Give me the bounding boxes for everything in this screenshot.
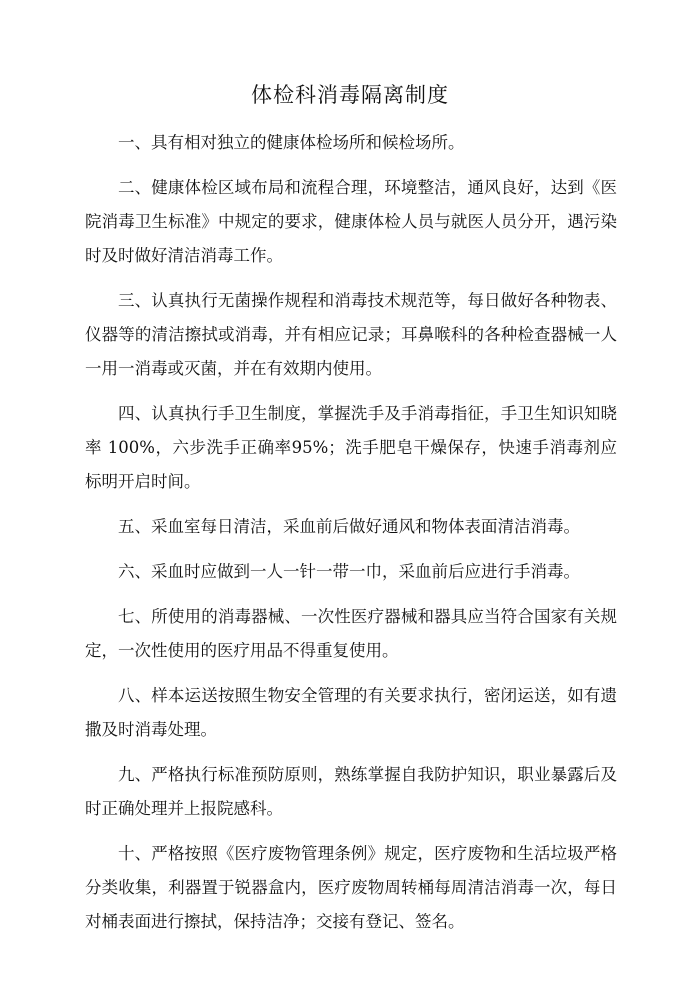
paragraph-9: 九、严格执行标准预防原则，熟练掌握自我防护知识，职业暴露后及时正确处理并上报院感科。	[85, 765, 617, 818]
paragraph-7: 七、所使用的消毒器械、一次性医疗器械和器具应当符合国家有关规定，一次性使用的医疗用品不得重复使用。	[85, 607, 617, 660]
document-title: 体检科消毒隔离制度	[251, 83, 449, 108]
paragraph-10: 十、严格按照《医疗废物管理条例》规定，医疗废物和生活垃圾严格分类收集，利器置于锐器盒内，医疗废物周转桶每周清洁消毒一次，每日对桶表面进行擦拭，保持洁净；交接有登记、签名。	[85, 844, 617, 931]
paragraph-3: 三、认真执行无菌操作规程和消毒技术规范等，每日做好各种物表、仪器等的清洁擦拭或消毒，并有相应记录；耳鼻喉科的各种检查器械一人一用一消毒或灭菌，并在有效期内使用。	[85, 291, 617, 378]
paragraph-5: 五、采血室每日清洁，采血前后做好通风和物体表面清洁消毒。	[118, 517, 580, 536]
paragraph-4: 四、认真执行手卫生制度，掌握洗手及手消毒指征，手卫生知识知晓率 100%，六步洗手正确率95%；洗手肥皂干燥保存，快速手消毒剂应标明开启时间。	[85, 404, 617, 491]
paragraph-1: 一、具有相对独立的健康体检场所和候检场所。	[118, 133, 465, 152]
paragraph-2: 二、健康体检区域布局和流程合理，环境整洁，通风良好，达到《医院消毒卫生标准》中规定的要求，健康体检人员与就医人员分开，遇污染时及时做好清洁消毒工作。	[85, 178, 617, 265]
document-body	[85, 126, 617, 950]
paragraph-8: 八、样本运送按照生物安全管理的有关要求执行，密闭运送，如有遗撒及时消毒处理。	[85, 686, 617, 739]
paragraph-6: 六、采血时应做到一人一针一带一巾，采血前后应进行手消毒。	[118, 562, 580, 581]
